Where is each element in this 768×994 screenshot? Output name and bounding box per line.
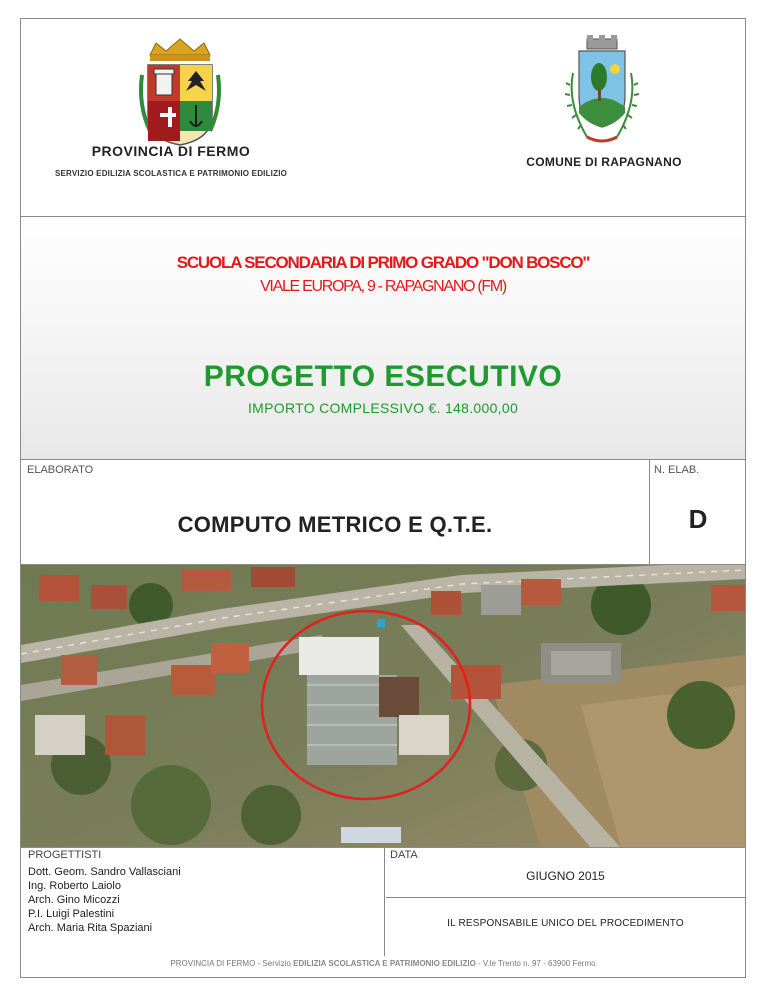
elaborato-title: COMPUTO METRICO E Q.T.E. (177, 512, 493, 537)
project-amount: IMPORTO COMPLESSIVO €. 148.000,00 (247, 400, 519, 416)
data-value: GIUGNO 2015 (526, 869, 605, 883)
provincia-department: SERVIZIO EDILIZIA SCOLASTICA E PATRIMONIO EDILIZIO (54, 169, 288, 178)
school-name: SCUOLA SECONDARIA DI PRIMO GRADO "DON BOSCO" (176, 253, 590, 272)
info-table (21, 847, 745, 955)
document-frame (20, 18, 746, 978)
provincia-name: PROVINCIA DI FERMO (91, 143, 251, 159)
footer-address: - V.le Trento n. 97 - 63900 Fermo (478, 959, 596, 968)
header (21, 19, 745, 217)
footer-prefix: PROVINCIA DI FERMO - Servizio (170, 959, 291, 968)
provincia-block (21, 143, 321, 178)
progettista-name: Ing. Roberto Laiolo (28, 880, 121, 892)
aerial-photo-graphic (21, 565, 745, 847)
progettista-name: P.I. Luigi Palestini (28, 908, 115, 920)
progettista-name: Arch. Maria Rita Spaziani (28, 922, 153, 934)
data-cell (386, 848, 745, 898)
data-label: DATA (390, 849, 418, 861)
title-band (21, 218, 745, 460)
progettisti-list (28, 865, 181, 935)
progettisti-label: PROGETTISTI (28, 849, 102, 861)
elaborato-code: D (688, 504, 708, 534)
progettisti-cell (21, 848, 385, 956)
elaborato-number-cell (649, 460, 745, 564)
project-title: PROGETTO ESECUTIVO (203, 360, 563, 393)
rup-label: IL RESPONSABILE UNICO DEL PROCEDIMENTO (447, 918, 684, 929)
progettista-name: Arch. Gino Micozzi (28, 894, 120, 906)
school-address: VIALE EUROPA, 9 - RAPAGNANO (FM) (260, 278, 506, 295)
elaborato-row (21, 460, 745, 564)
footer (21, 959, 745, 968)
aerial-site-photo-icon (21, 564, 745, 847)
progettista-name: Dott. Geom. Sandro Vallasciani (28, 866, 181, 878)
comune-name: COMUNE DI RAPAGNANO (526, 155, 682, 169)
provincia-di-fermo-coat-of-arms-icon (136, 35, 224, 147)
footer-service: EDILIZIA SCOLASTICA E PATRIMONIO EDILIZIO (293, 959, 476, 968)
elaborato-number-label: N. ELAB. (654, 464, 700, 476)
comune-di-rapagnano-coat-of-arms-icon (557, 33, 647, 149)
elaborato-label: ELABORATO (27, 464, 94, 476)
rup-cell (386, 898, 745, 956)
